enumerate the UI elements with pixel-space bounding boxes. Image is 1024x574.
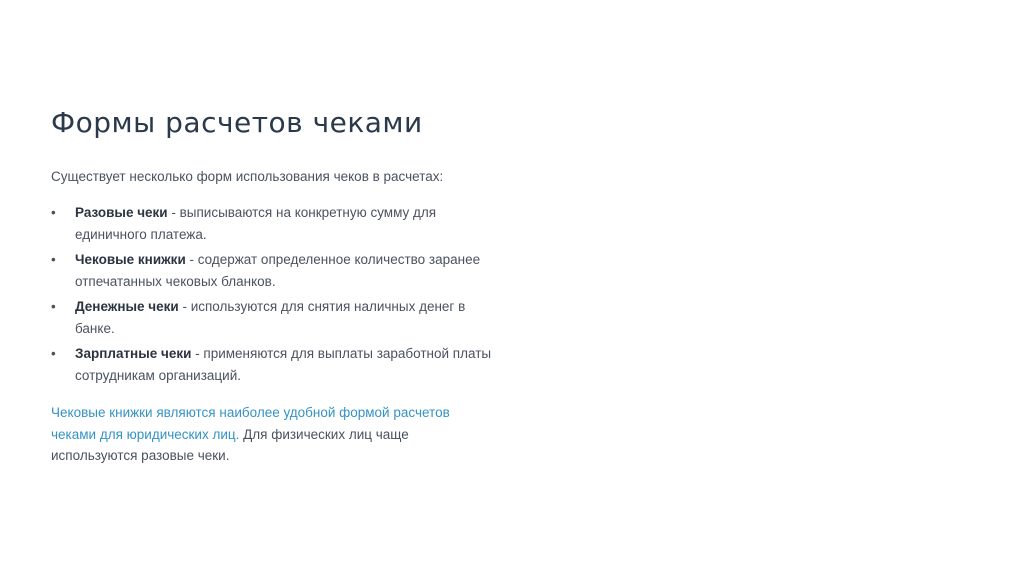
item-term: Разовые чеки <box>75 205 168 220</box>
slide-content <box>51 166 511 467</box>
check-forms-list <box>51 202 511 386</box>
slide-title: Формы расчетов чеками <box>51 106 423 139</box>
item-description: - выписываются на конкретную сумму для единичного платежа. <box>75 205 437 242</box>
item-description: - используются для снятия наличных денег в банке. <box>75 299 466 336</box>
item-term: Зарплатные чеки <box>75 346 192 361</box>
conclusion-rest: Для физических лиц чаще используются разовые чеки. <box>51 426 409 463</box>
conclusion-highlight: Чековые книжки являются наиболее удобной формой расчетов чеками для юридических лиц. <box>51 405 450 442</box>
intro-text: Существует несколько форм использования чеков в расчетах: <box>51 169 444 184</box>
bullet-icon: • <box>51 205 56 220</box>
bullet-icon: • <box>51 299 56 314</box>
list-item <box>51 343 495 386</box>
item-description: - содержат определенное количество заранее отпечатанных чековых бланков. <box>75 252 481 289</box>
bullet-icon: • <box>51 252 56 267</box>
item-term: Денежные чеки <box>75 299 179 314</box>
bullet-icon: • <box>51 346 56 361</box>
item-term: Чековые книжки <box>75 252 186 267</box>
list-item <box>51 249 495 292</box>
list-item <box>51 202 495 245</box>
item-description: - применяются для выплаты заработной платы сотрудникам организаций. <box>75 346 492 383</box>
list-item <box>51 296 495 339</box>
conclusion-text <box>51 402 496 467</box>
